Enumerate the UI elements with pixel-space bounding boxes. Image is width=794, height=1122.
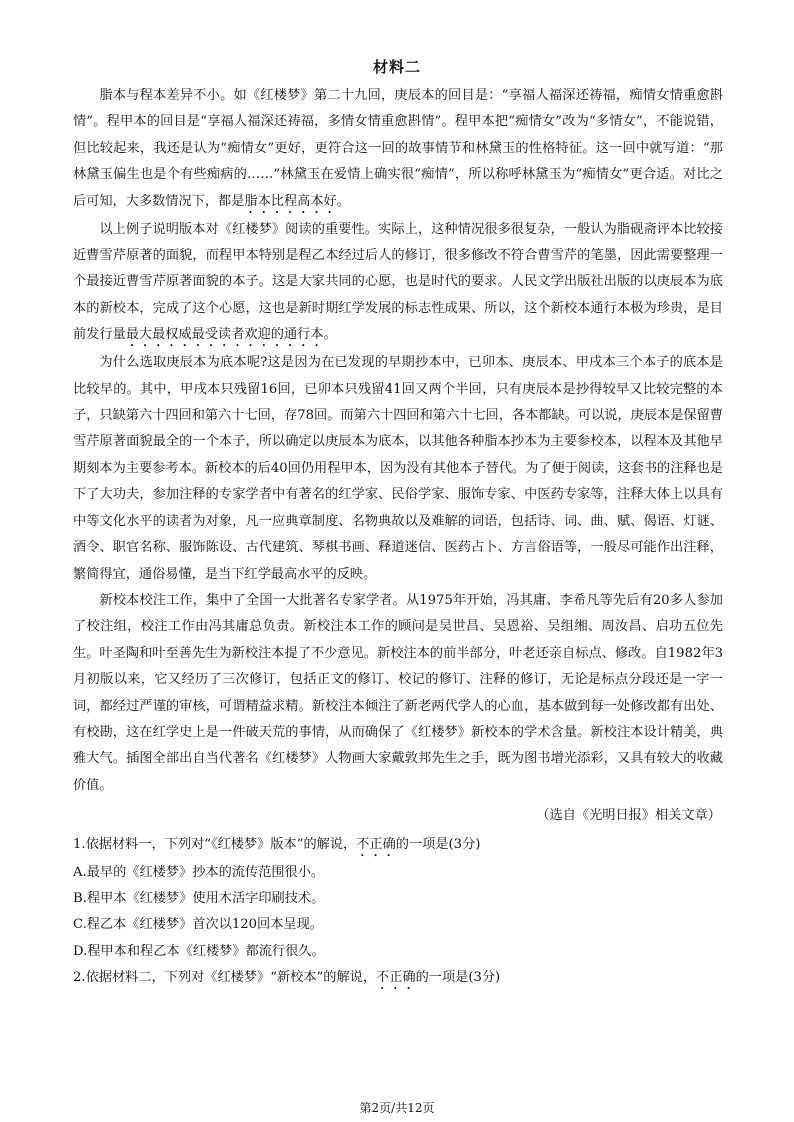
question-text: 1.依据材料一，下列对“《红楼梦》版本”的解说， xyxy=(73,836,357,852)
page-number: 第2页/共12页 xyxy=(359,1101,435,1115)
question-text: 的一项是(3分) xyxy=(395,836,481,852)
option-a: A.最早的《红楼梦》抄本的流传范围很小。 xyxy=(73,864,325,880)
emphasized-text: 脂本比程高本好 xyxy=(244,193,337,209)
question-1 xyxy=(73,832,723,860)
emphasized-text: 最大最权威最受读者欢迎的通行本 xyxy=(125,327,324,343)
paragraph-text-tail: 。 xyxy=(323,327,337,343)
paragraph xyxy=(73,217,723,351)
option-b: B.程甲本《红楼梦》使用木活字印刷技术。 xyxy=(73,890,325,906)
option-d: D.程甲本和程乙本《红楼梦》都流行很久。 xyxy=(73,943,325,959)
section-title: 材料二 xyxy=(372,58,421,76)
question-2 xyxy=(73,965,723,993)
emphasized-text: 不正确 xyxy=(376,970,416,986)
article-body xyxy=(73,83,723,993)
paragraph-text-tail: 。 xyxy=(336,193,350,209)
questions xyxy=(73,832,723,994)
paragraph xyxy=(73,83,723,217)
option-c: C.程乙本《红楼梦》首次以120回本呈现。 xyxy=(73,917,323,933)
source-citation: （选自《光明日报》相关文章） xyxy=(536,808,721,824)
emphasized-text: 不正确 xyxy=(356,836,396,852)
paragraph-text: 以上例子说明版本对《红楼梦》阅读的重要性。实际上，这种情况很多很复杂，一般认为脂砚斋评本比较接近曹雪芹原著的面貌，而程甲本特别是程乙本经过后人的修订，很多修改不符合曹雪芹的笔墨，因此需要整理一个最接近曹雪芹原著面貌的本子。这是大家共同的心愿，也是时代的要求。人民文学出版社出版的以庚辰本为底本的新校本，完成了这个心愿，这也是新时期红学发展的标志性成果、所以，这个新校本通行本极为珍贵，是目前发行量 xyxy=(73,221,723,343)
paragraph-text: 脂本与程本差异不小。如《红楼梦》第二十九回，庚辰本的回目是：“享福人福深还祷福，痴情女情重愈斟情”。程甲本的回目是“享福人福深还祷福，多情女情重愈斟情”。程甲本把“痴情女”改为“多情女”，不能说错，但比较起来，我还是认为“痴情女”更好，更符合这一回的故事情节和林黛玉的性格特征。这一回中就写道：“那林黛玉偏生也是个有些痴病的……”林黛玉在爱情上确实很“痴情”，所以称呼林黛玉为“痴情女”更合适。对比之后可知，大多数情况下，都是 xyxy=(73,88,723,209)
paragraph: 新校本校注工作，集中了全国一大批著名专家学者。从1975年开始，冯其庸、李希凡等先后有20多人参加了校注组，校注工作由冯其庸总负责。新校注本工作的顾问是吴世昌、吴恩裕、吴组缃、周汝昌、启功五位先生。叶圣陶和叶至善先生为新校注本提了不少意见。新校注本的前半部分，叶老还亲自标点、修改。自1982年3月初版以来，它又经历了三次修订，包括正文的修订、校记的修订、注释的修订，无论是标点分段还是一字一词，都经过严谨的审核，可谓精益求精。新校注本倾注了新老两代学人的心血，基本做到每一处修改都有出处、有校勘，这在红学史上是一件破天荒的事情，从而确保了《红楼梦》新校本的学术含量。新校注本设计精美，典雅大气。插图全部出自当代著名《红楼梦》人物画大家戴敦邦先生之手，既为图书增光添彩，又具有较大的收藏价值。 xyxy=(73,592,723,793)
question-text: 的一项是(3分) xyxy=(415,970,501,986)
paragraph: 为什么选取庚辰本为底本呢?这是因为在已发现的早期抄本中，已卯本、庚辰本、甲戌本三个本子的底本是比较早的。其中，甲戌本只残留16回，已卯本只残留41回又两个半回，只有庚辰本是抄得较早又比较完整的本子，只缺第六十四回和第六十七回，存78回。而第六十四回和第六十七回，各本都缺。可以说，庚辰本是保留曹雪芹原著面貌最全的一个本子，所以确定以庚辰本为底本，以其他各种脂本抄本为主要参校本，以程本及其他早期刻本为主要参考本。新校本的后40回仍用程甲本，因为没有其他本子替代。为了便于阅读，这套书的注释也是下了大功夫，参加注释的专家学者中有著名的红学家、民俗学家、服饰专家、中医药专家等，注释大体上以具有中等文化水平的读者为对象，凡一应典章制度、名物典故以及难解的词语，包括诗、词、曲、赋、偈语、灯谜、酒令、职官名称、服饰陈设、古代建筑、琴棋书画、释道迷信、医药占卜、方言俗语等，一般尽可能作出注释，繁简得宜，通俗易懂，是当下红学最高水平的反映。 xyxy=(73,355,723,582)
question-text: 2.依据材料二，下列对《红楼梦》“新校本”的解说， xyxy=(73,970,377,986)
